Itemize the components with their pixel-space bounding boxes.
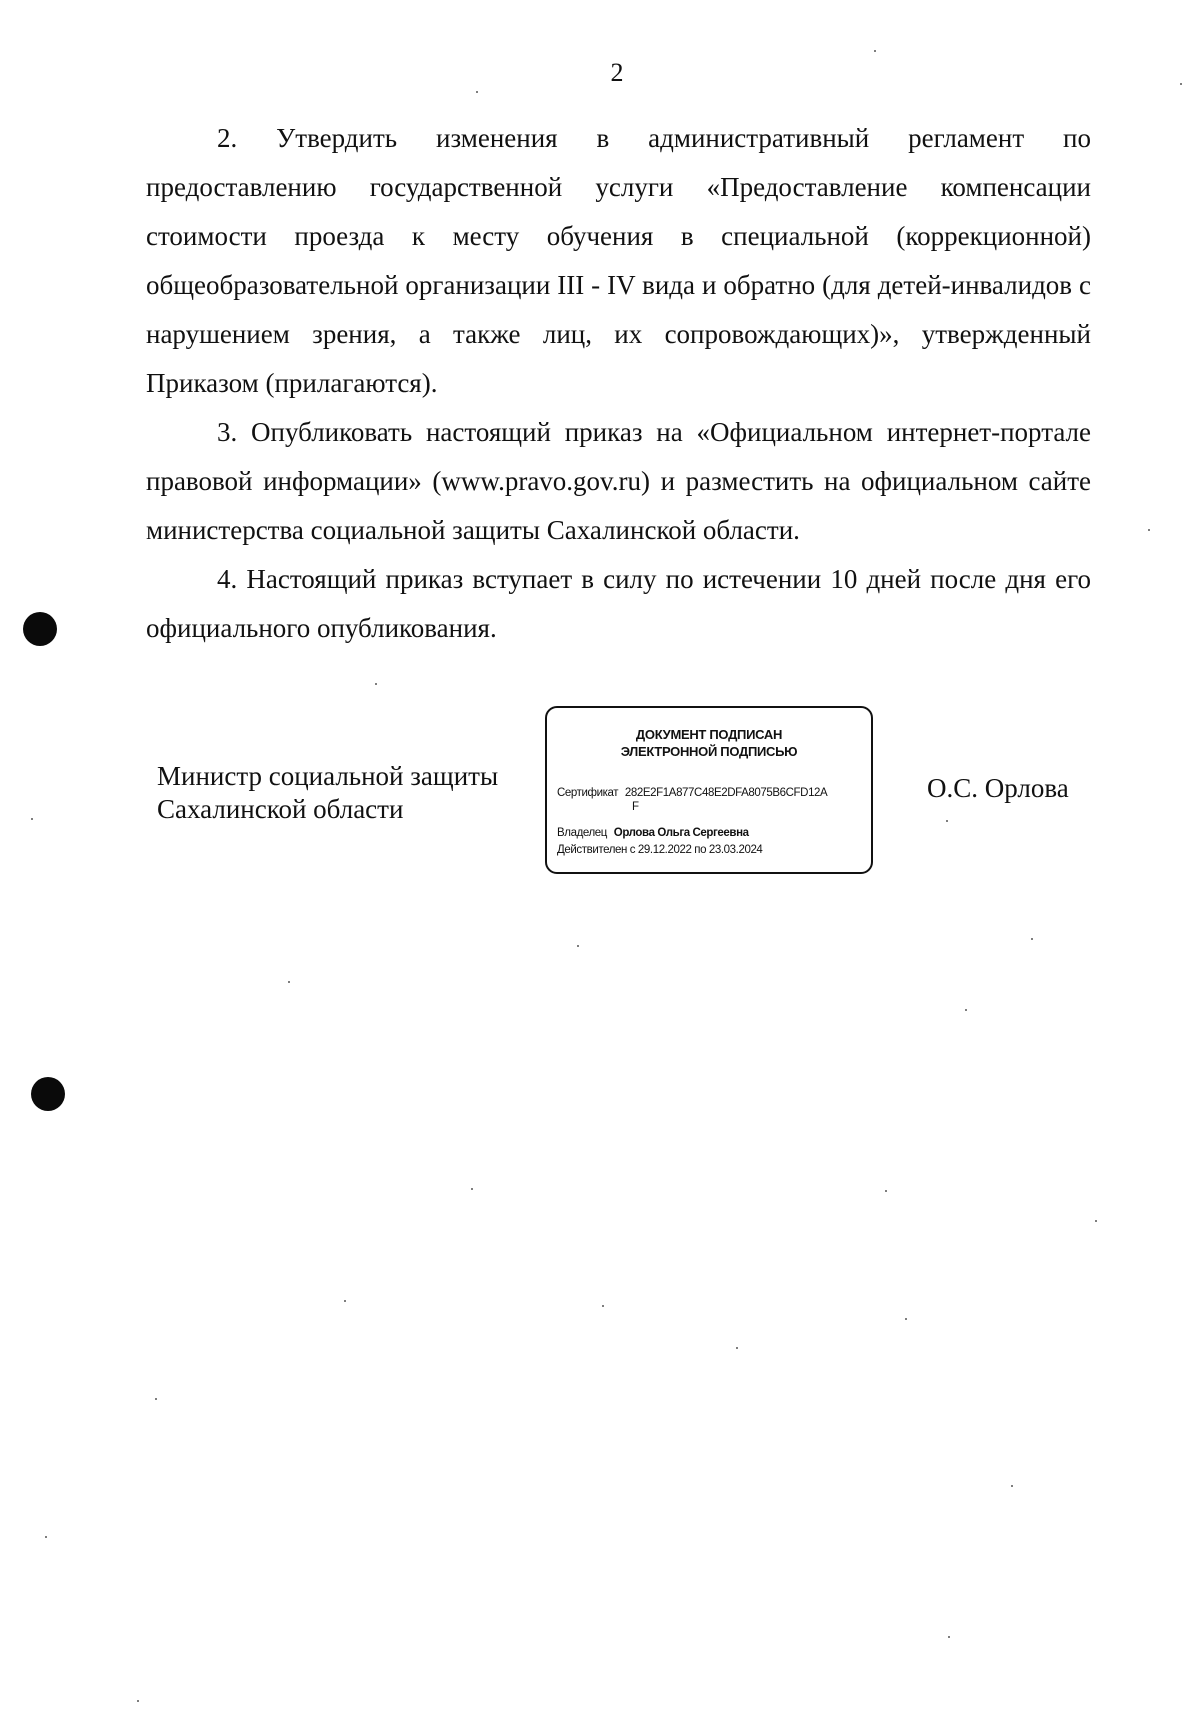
scan-speck [946,820,948,822]
punch-hole-mark [31,1077,65,1111]
scan-speck [344,1300,346,1302]
scan-speck [1011,1485,1013,1487]
stamp-certificate-value: 282E2F1A877C48E2DFA8075B6CFD12A [624,787,828,799]
scan-speck [471,1188,473,1190]
scan-speck [1148,529,1150,531]
scan-speck [137,1700,139,1702]
stamp-certificate-label: Сертификат [557,787,619,799]
signatory-name: О.С. Орлова [927,773,1069,803]
scan-speck [874,50,876,52]
scan-speck [1031,938,1033,940]
stamp-owner-value: Орлова Ольга Сергеевна [613,827,749,839]
scan-speck [31,818,33,820]
signatory-position-line-2: Сахалинской области [157,794,404,824]
stamp-title-line-2: ЭЛЕКТРОННОЙ ПОДПИСЬЮ [620,744,798,759]
scan-speck [948,1636,950,1638]
scan-speck [45,1536,47,1538]
scan-speck [736,1347,738,1349]
punch-hole-mark [23,612,57,646]
electronic-signature-stamp [545,706,873,874]
stamp-owner-label: Владелец [557,827,607,839]
stamp-title [547,726,871,760]
signatory-position [157,760,498,826]
paragraph-2: 2. Утвердить изменения в административный регламент по предоставлению государственной услуги «Предоставление компенсации стоимости проезда к месту обучения в специальной (коррекционной) общеобразовательной организации III - IV вида и обратно (для детей-инвалидов с нарушением зрения, а также лиц, их сопровождающих)», утвержденный Приказом (прилагаются). [146,123,1091,398]
scan-speck [1095,1220,1097,1222]
scan-speck [905,1318,907,1320]
scan-speck [288,981,290,983]
signatory-position-line-1: Министр социальной защиты [157,761,499,791]
scan-speck [476,91,478,93]
scan-speck [155,1398,157,1400]
document-body [146,114,1091,653]
paragraph-3: 3. Опубликовать настоящий приказ на «Официальном интернет-портале правовой информации» (www.pravo.gov.ru) и разместить на официальном сайте министерства социальной защиты Сахалинской области. [146,417,1091,545]
paragraph-4: 4. Настоящий приказ вступает в силу по истечении 10 дней после дня его официального опубликования. [146,564,1091,643]
stamp-owner [557,826,749,840]
stamp-title-line-1: ДОКУМЕНТ ПОДПИСАН [635,727,783,742]
page-number: 2 [610,58,624,87]
scan-speck [885,1190,887,1192]
stamp-certificate-value-cont: F [632,801,639,813]
stamp-certificate [557,786,827,800]
scan-speck [1180,83,1182,85]
scan-speck [375,683,377,685]
scan-speck [965,1009,967,1011]
stamp-validity: Действителен с 29.12.2022 по 23.03.2024 [557,844,763,856]
scan-speck [602,1305,604,1307]
scan-speck [577,945,579,947]
